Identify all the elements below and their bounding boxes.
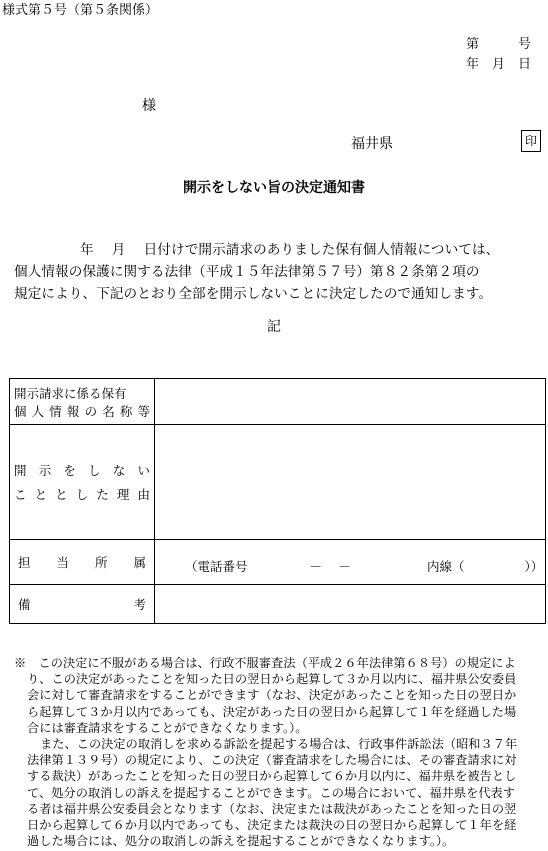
label-char: し — [75, 487, 89, 502]
label-char: な — [112, 463, 126, 478]
label-remarks — [10, 585, 155, 624]
label-char: と — [34, 487, 48, 502]
body-paragraph-line: 年 月 日付けで開示請求のありました保有個人情報については、 — [80, 242, 500, 258]
label-char: 情 — [49, 403, 62, 419]
label-char: 称 — [119, 403, 133, 419]
label-char: 当 — [56, 555, 69, 570]
body-paragraph-line: 規定により、下記のとおり全部を開示しないことに決定したので通知します。 — [14, 286, 493, 302]
detail-table — [9, 378, 546, 624]
label-char: こ — [14, 487, 27, 502]
note-line: 日から起算して６か月以内であっても、決定または裁決の日の翌日から起算して１年を経 — [27, 818, 517, 832]
note-line: ※ この決定に不服がある場合は、行政不服審査法（平成２６年法律第６８号）の規定によ — [14, 656, 516, 670]
label-department — [10, 540, 155, 585]
label-char: を — [63, 463, 76, 478]
department-value — [155, 540, 546, 585]
reason-value — [155, 425, 546, 540]
info-name-value — [155, 379, 546, 425]
label-line-justified — [14, 595, 150, 613]
remarks-value — [155, 585, 546, 624]
document-title: 開示をしない旨の決定通知書 — [183, 180, 365, 196]
form-number: 様式第５号（第５条関係） — [2, 3, 159, 18]
note-line: する裁決）があったことを知った日の翌日から起算して６か月以内に、福井県を被告とし — [27, 769, 517, 784]
label-line-justified — [14, 461, 150, 479]
label-char: 備 — [18, 597, 31, 612]
note-line: ら起算して３か月以内であっても、決定があった日の翌日から起算して１年を経過した場 — [27, 704, 517, 719]
label-char: の — [84, 403, 98, 419]
label-info-name — [10, 379, 155, 425]
note-line: る者は福井県公安委員会となります（なお、決定または裁決があったことを知った日の翌 — [27, 801, 517, 816]
note-line: て、処分の取消しの訴えを提起することができます。この場合において、福井県を代表す — [27, 785, 516, 800]
label-char: 属 — [133, 555, 146, 570]
label-char: 人 — [31, 403, 45, 419]
table-row — [10, 540, 546, 585]
note-line: り、この決定があったことを知った日の翌日から起算して３か月以内に、福井県公安委員 — [27, 672, 517, 687]
phone-line — [155, 549, 545, 575]
table-row — [10, 585, 546, 624]
label-line-justified — [14, 553, 150, 571]
label-char: 報 — [66, 403, 80, 419]
label-char: 理 — [116, 487, 130, 502]
extension-label: 内線（ — [427, 559, 465, 574]
label-char: 個 — [14, 403, 27, 419]
label-char: 等 — [137, 403, 150, 419]
label-char: 担 — [18, 555, 31, 570]
label-line-justified — [14, 402, 150, 420]
phone-label: （電話番号 — [185, 559, 248, 574]
note-line: 会に対して審査請求をすることができます（なお、決定があったことを知った日の翌日か — [27, 688, 517, 703]
addressee: 様 — [142, 98, 156, 114]
label-char: 開 — [14, 463, 27, 478]
issuer-name: 福井県 — [351, 136, 393, 152]
label-char: い — [137, 463, 150, 478]
table-row — [10, 425, 546, 540]
issue-number: 第 号 — [466, 37, 532, 52]
note-line: 過した場合には、処分の取消しの訴えを提起することができなくなります。）。 — [27, 834, 455, 849]
label-char: た — [96, 487, 109, 502]
label-char: 由 — [137, 487, 150, 502]
label-reason — [10, 425, 155, 540]
label-char: 考 — [133, 597, 146, 612]
label-line: 開示請求に係る保有 — [14, 385, 127, 401]
label-char: 示 — [38, 463, 52, 478]
label-char: し — [88, 463, 101, 478]
note-line: 合には審査請求をすることができなくなります。）。 — [27, 720, 308, 735]
table-row — [10, 379, 546, 425]
phone-dash: － － — [309, 559, 351, 574]
extension-close: ）） — [524, 559, 544, 574]
note-line: 法律第１３９号）の規定により、この決定（審査請求をした場合には、その審査請求に対 — [27, 753, 517, 768]
label-char: 所 — [94, 555, 108, 570]
note-line: また、この決定の取消しを求める訴訟を提起する場合は、行政事件訴訟法（昭和３７年 — [40, 737, 518, 751]
label-char: と — [55, 487, 68, 502]
body-paragraph-line: 個人情報の保護に関する法律（平成１５年法律第５７号）第８２条第２項の — [14, 264, 480, 280]
label-char: 名 — [102, 403, 115, 419]
label-line-justified — [14, 485, 150, 503]
ki-heading: 記 — [267, 319, 281, 335]
seal-mark: 印 — [521, 130, 541, 152]
issue-date: 年 月 日 — [466, 57, 532, 72]
